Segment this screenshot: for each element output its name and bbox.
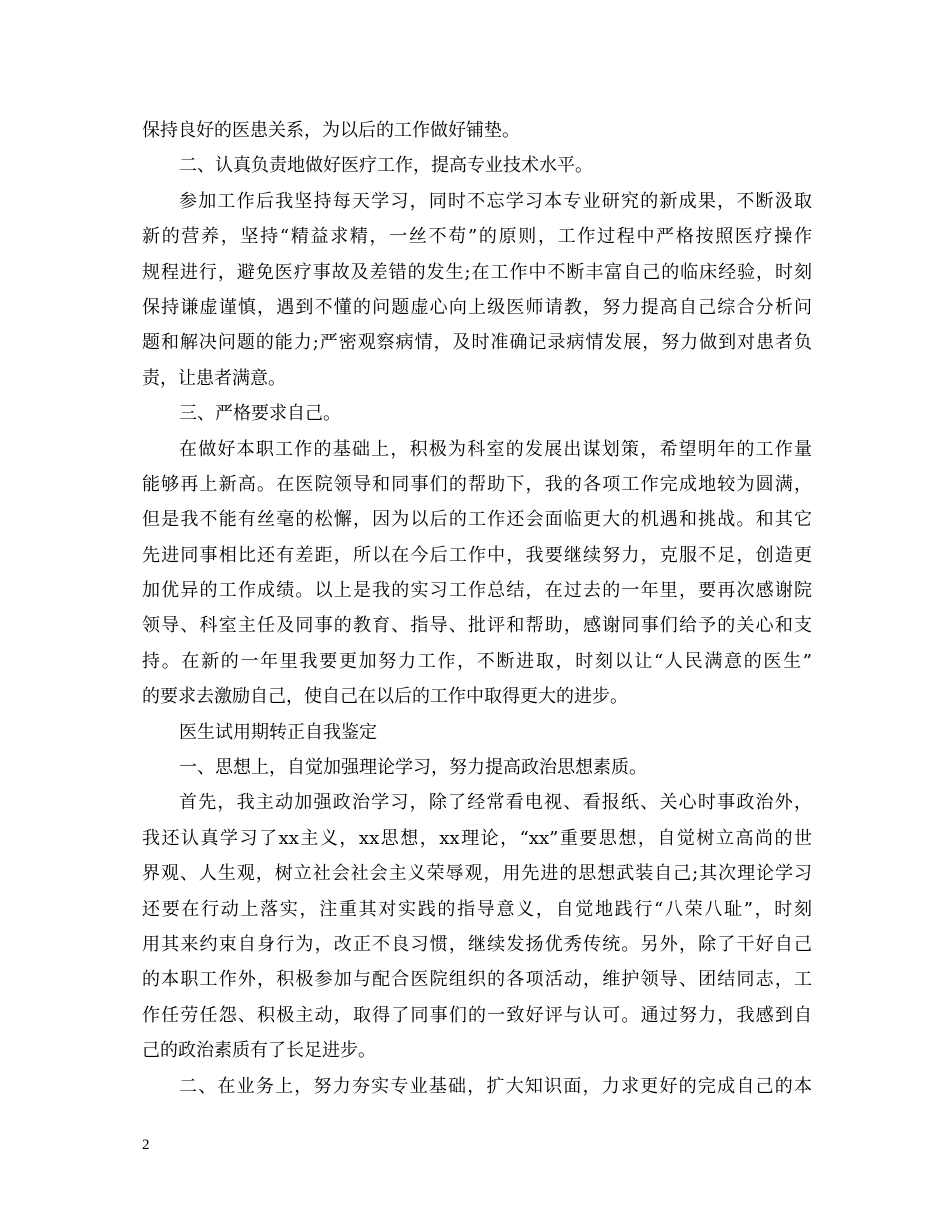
text-line: 保持良好的医患关系，为以后的工作做好铺垫。 xyxy=(142,120,520,141)
text-line: 规程进行，避免医疗事故及差错的发生;在工作中不断丰富自己的临床经验，时刻 xyxy=(142,261,812,283)
page-number: 2 xyxy=(142,1137,150,1153)
text-line: 责，让患者满意。 xyxy=(142,367,286,389)
text-line: 参加工作后我坚持每天学习，同时不忘学习本专业研究的新成果，不断汲取 xyxy=(179,190,812,212)
text-line: 界观、人生观，树立社会社会主义荣辱观，用先进的思想武装自己;其次理论学习 xyxy=(142,863,812,885)
section-heading: 一、思想上，自觉加强理论学习，努力提高政治思想素质。 xyxy=(179,757,647,779)
text-line: 我还认真学习了xx主义，xx思想，xx理论，“xx”重要思想，自觉树立高尚的世 xyxy=(142,827,812,849)
text-line: 用其来约束自身行为，改正不良习惯，继续发扬优秀传统。另外，除了干好自己 xyxy=(142,933,812,955)
text-line: 新的营养，坚持“精益求精，一丝不苟”的原则，工作过程中严格按照医疗操作 xyxy=(142,226,812,248)
text-line: 的本职工作外，积极参加与配合医院组织的各项活动，维护领导、团结同志，工 xyxy=(142,969,812,991)
text-line: 在做好本职工作的基础上，积极为科室的发展出谋划策，希望明年的工作量 xyxy=(179,438,812,460)
text-line: 加优异的工作成绩。以上是我的实习工作总结，在过去的一年里，要再次感谢院 xyxy=(142,580,812,602)
text-line: 能够再上新高。在医院领导和同事们的帮助下，我的各项工作完成地较为圆满， xyxy=(142,473,812,495)
text-line: 己的政治素质有了长足进步。 xyxy=(142,1040,376,1062)
text-line: 领导、科室主任及同事的教育、指导、批评和帮助，感谢同事们给予的关心和支 xyxy=(142,615,812,637)
section-title: 医生试用期转正自我鉴定 xyxy=(179,721,377,743)
text-line: 还要在行动上落实，注重其对实践的指导意义，自觉地践行“八荣八耻”，时刻 xyxy=(142,898,812,920)
section-heading: 三、严格要求自己。 xyxy=(179,403,341,425)
text-line: 先进同事相比还有差距，所以在今后工作中，我要继续努力，克服不足，创造更 xyxy=(142,544,812,566)
section-heading: 二、认真负责地做好医疗工作，提高专业技术水平。 xyxy=(179,155,593,177)
text-line: 持。在新的一年里我要更加努力工作，不断进取，时刻以让“人民满意的医生” xyxy=(142,650,812,672)
text-line: 首先，我主动加强政治学习，除了经常看电视、看报纸、关心时事政治外， xyxy=(179,792,812,814)
text-line: 保持谦虚谨慎，遇到不懂的问题虚心向上级医师请教，努力提高自己综合分析问 xyxy=(142,296,812,318)
text-line: 但是我不能有丝毫的松懈，因为以后的工作还会面临更大的机遇和挑战。和其它 xyxy=(142,509,812,531)
text-line: 作任劳任怨、积极主动，取得了同事们的一致好评与认可。通过努力，我感到自 xyxy=(142,1004,812,1026)
text-line: 题和解决问题的能力;严密观察病情，及时准确记录病情发展，努力做到对患者负 xyxy=(142,332,812,354)
text-line: 的要求去激励自己，使自己在以后的工作中取得更大的进步。 xyxy=(142,686,628,708)
document-body xyxy=(142,113,812,1104)
section-heading: 二、在业务上，努力夯实专业基础，扩大知识面，力求更好的完成自己的本 xyxy=(179,1075,812,1097)
